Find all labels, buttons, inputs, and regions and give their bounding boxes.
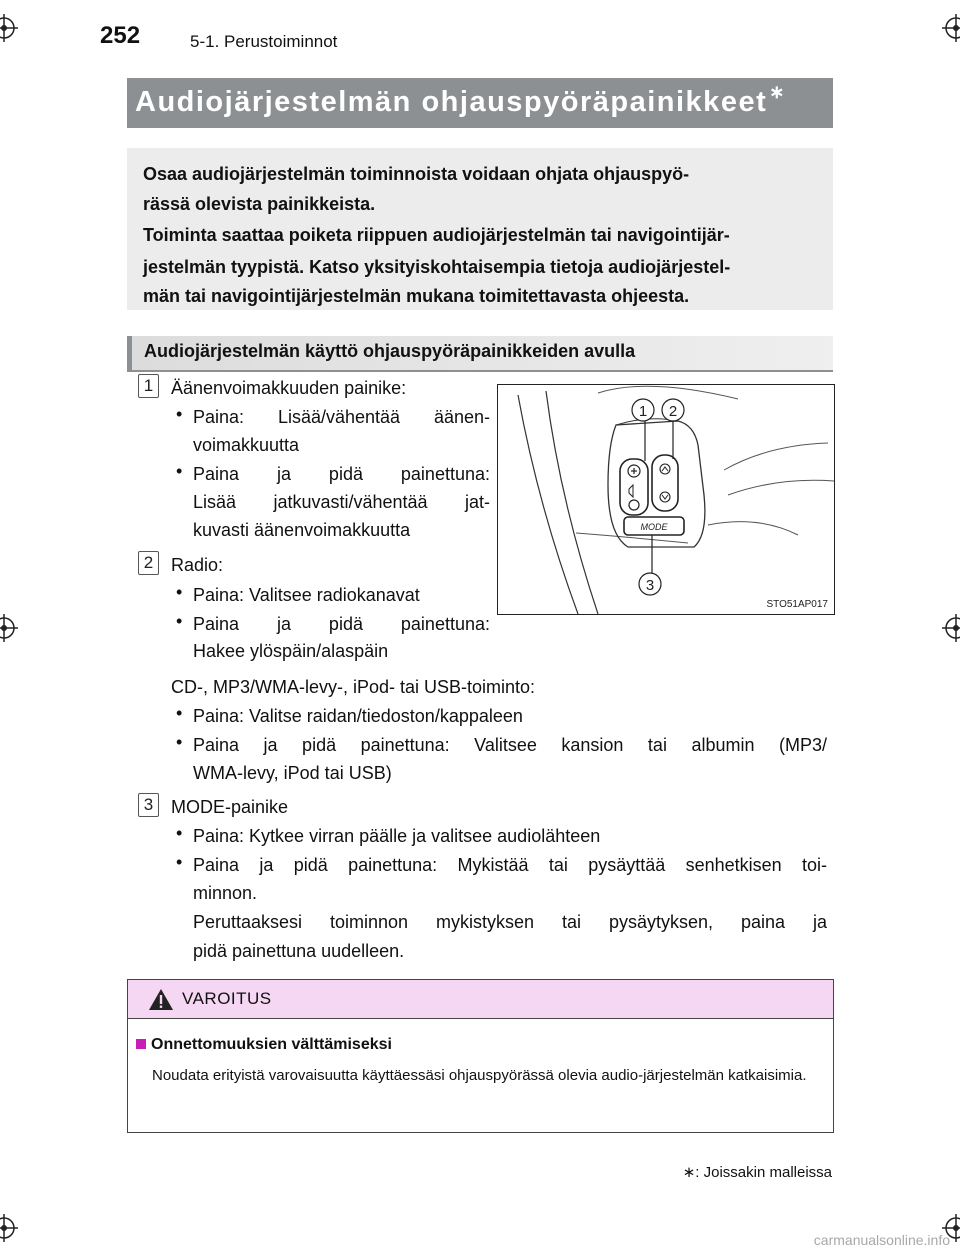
bullet-icon: • xyxy=(176,611,183,631)
intro-box xyxy=(127,148,833,310)
wheel-top-curve xyxy=(598,386,738,399)
bullet-text: WMA-levy, iPod tai USB) xyxy=(193,763,392,783)
item-title: Äänenvoimakkuuden painike: xyxy=(171,378,407,398)
dash-line xyxy=(724,443,828,470)
warning-header xyxy=(128,980,833,1019)
steering-wheel-illustration xyxy=(498,385,834,614)
bullet-text: Paina: Valitse raidan/tiedoston/kappaleen xyxy=(193,706,523,726)
warning-subtitle xyxy=(136,1036,392,1054)
item-number-badge: 1 xyxy=(138,374,159,398)
item-number-badge: 3 xyxy=(138,793,159,817)
registration-mark-icon xyxy=(0,1214,18,1242)
callout-3: 3 xyxy=(645,577,655,594)
volume-rocker xyxy=(620,459,648,515)
subheading-text: Audiojärjestelmän käyttö ohjauspyöräpainikkeiden avulla xyxy=(144,341,636,361)
bullet-text: Paina: Lisää/vähentää äänen- xyxy=(193,407,490,427)
dash-line xyxy=(708,522,798,535)
intro-line: män tai navigointijärjestelmän mukana toimitettavasta ohjeesta. xyxy=(143,286,690,306)
bullet-icon: • xyxy=(176,582,183,602)
steering-wheel-figure xyxy=(497,384,835,615)
page-number: 252 xyxy=(100,22,141,49)
intro-line: jestelmän tyypistä. Katso yksityiskohtaisempia tietoja audiojärjestel- xyxy=(143,257,731,277)
item-title: MODE-painike xyxy=(171,797,289,817)
registration-mark-icon xyxy=(942,614,960,642)
warning-label: VAROITUS xyxy=(182,989,272,1008)
bullet-text: Paina ja pidä painettuna: xyxy=(193,614,490,634)
figure-code: STO51AP017 xyxy=(766,599,828,610)
page-title-text: Audiojärjestelmän ohjauspyöräpainikkeet xyxy=(135,86,768,118)
footnote-star: ∗ xyxy=(682,1164,696,1181)
registration-mark-icon xyxy=(0,14,18,42)
dash-line xyxy=(728,480,834,495)
bullet-icon: • xyxy=(176,852,183,872)
bullet-text: pidä painettuna uudelleen. xyxy=(193,941,405,961)
intro-line: rässä olevista painikkeista. xyxy=(143,194,376,214)
bullet-text: Paina ja pidä painettuna: xyxy=(193,464,490,484)
warning-triangle-icon xyxy=(148,988,174,1011)
footnote xyxy=(683,1163,832,1181)
bullet-text: kuvasti äänenvoimakkuutta xyxy=(193,520,411,540)
subheading-bar xyxy=(127,336,833,372)
bullet-text: Lisää jatkuvasti/vähentää jat- xyxy=(193,492,490,512)
callout-1: 1 xyxy=(638,403,648,420)
watermark: carmanualsonline.info xyxy=(813,1232,950,1248)
bullet-text: Peruttaaksesi toiminnon mykistyksen tai pysäytyksen, paina ja xyxy=(193,912,827,932)
registration-mark-icon xyxy=(942,14,960,42)
mode-label: MODE xyxy=(640,522,668,532)
footnote-text: : Joissakin malleissa xyxy=(695,1164,832,1181)
registration-mark-icon xyxy=(0,614,18,642)
bullet-icon: • xyxy=(176,732,183,752)
bullet-text: voimakkuutta xyxy=(193,435,300,455)
section-label: 5-1. Perustoiminnot xyxy=(190,32,338,51)
item-title: Radio: xyxy=(171,555,224,575)
warning-subtitle-text: Onnettomuuksien välttämiseksi xyxy=(151,1036,392,1053)
title-star: ∗ xyxy=(769,82,786,102)
warning-text: Noudata erityistä varovaisuutta käyttäessäsi ohjauspyörässä olevia audio-järjestelmän katkaisimia. xyxy=(152,1067,807,1084)
bullet-text: minnon. xyxy=(193,883,258,903)
bullet-text: Paina ja pidä painettuna: Mykistää tai pysäyttää senhetkisen toi- xyxy=(193,855,827,875)
item-number-badge: 2 xyxy=(138,551,159,575)
intro-line: Toiminta saattaa poiketa riippuen audiojärjestelmän tai navigointijär- xyxy=(143,225,730,245)
bullet-icon: • xyxy=(176,823,183,843)
title-bar xyxy=(127,78,833,128)
bullet-icon: • xyxy=(176,461,183,481)
bullet-text: Hakee ylöspäin/alaspäin xyxy=(193,641,389,661)
warning-box xyxy=(127,979,834,1133)
square-bullet-icon xyxy=(136,1039,146,1049)
bullet-text: Paina ja pidä painettuna: Valitsee kansion tai albumin (MP3/ xyxy=(193,735,827,755)
wheel-rim-inner xyxy=(546,391,598,614)
wheel-rim-outer xyxy=(518,395,578,614)
bullet-text: Paina: Valitsee radiokanavat xyxy=(193,585,420,605)
page-title xyxy=(135,82,786,119)
bullet-icon: • xyxy=(176,703,183,723)
item-subtitle: CD-, MP3/WMA-levy-, iPod- tai USB-toiminto: xyxy=(171,677,536,697)
bullet-text: Paina: Kytkee virran päälle ja valitsee audiolähteen xyxy=(193,826,601,846)
seek-rocker xyxy=(652,455,678,511)
intro-line: Osaa audiojärjestelmän toiminnoista voidaan ohjata ohjauspyö- xyxy=(143,164,690,184)
bullet-icon: • xyxy=(176,404,183,424)
callout-2: 2 xyxy=(668,403,678,420)
subheading-accent xyxy=(127,336,132,372)
